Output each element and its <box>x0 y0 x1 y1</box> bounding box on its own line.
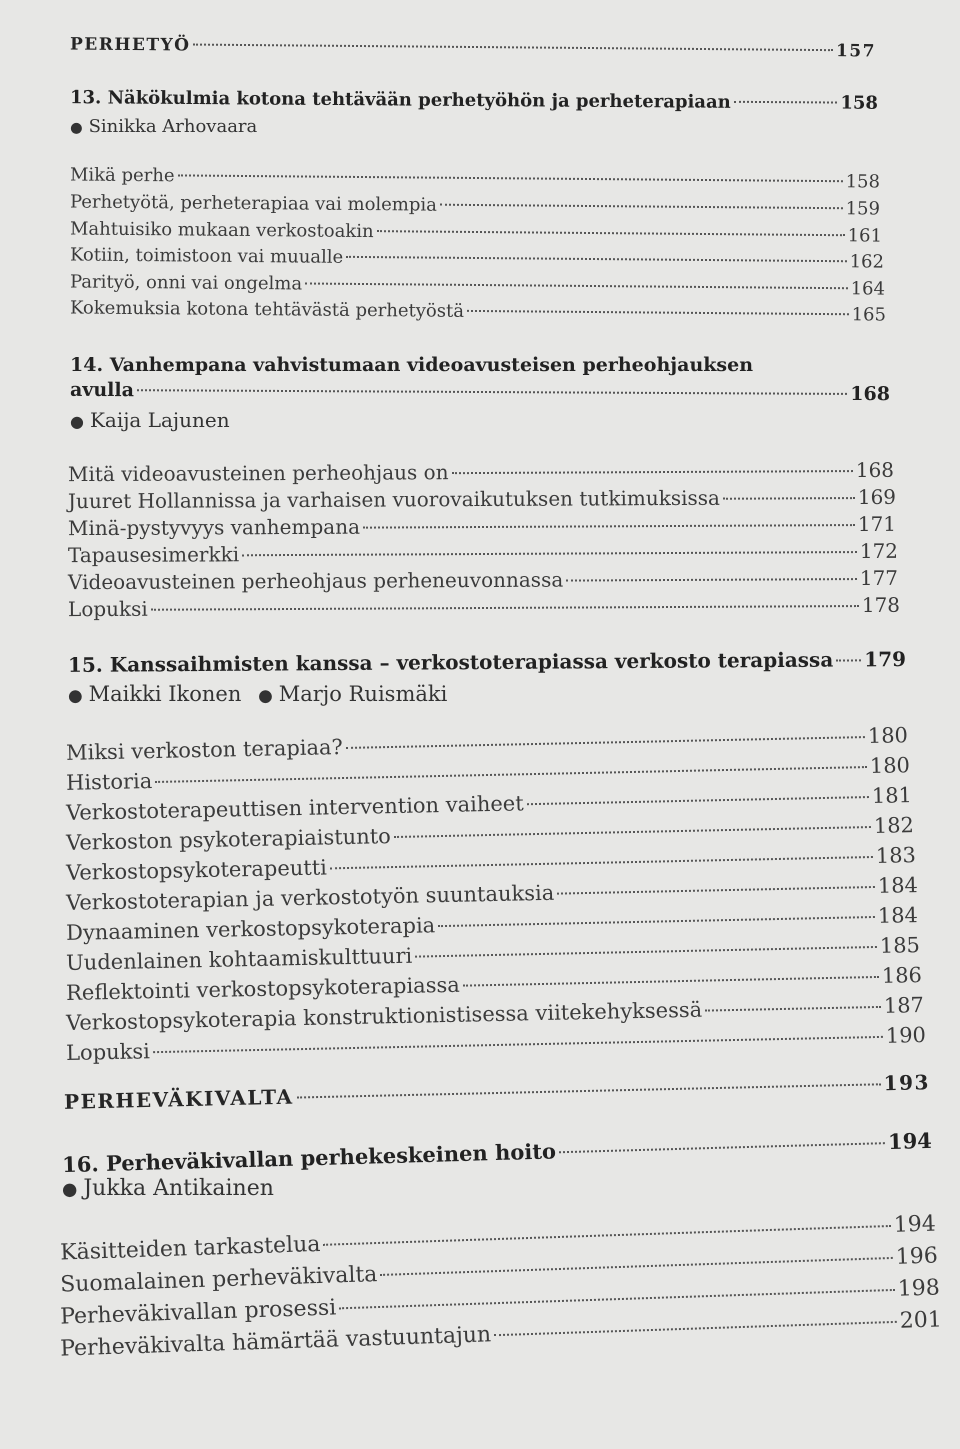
dot-leader <box>394 826 871 838</box>
section-title: Kotiin, toimistoon vai muualle <box>69 244 344 268</box>
bullet-icon: ● <box>68 685 83 705</box>
page-number: 198 <box>897 1275 941 1302</box>
chapter-14-authors <box>70 408 230 432</box>
chapter-14-title-line1 <box>70 354 753 376</box>
dot-leader <box>323 1225 890 1246</box>
bullet-icon: ● <box>70 120 83 136</box>
section-entry <box>70 218 882 246</box>
bullet-icon: ● <box>62 1180 78 1200</box>
page-number: 168 <box>855 457 895 483</box>
section-entry <box>68 539 898 567</box>
dot-leader <box>705 1006 881 1012</box>
page-number: 185 <box>879 933 921 958</box>
section-entry <box>68 485 896 513</box>
page-number: 184 <box>877 873 919 898</box>
section-entry <box>68 512 896 540</box>
page-number: 190 <box>885 1022 927 1048</box>
page-number: 165 <box>851 304 887 326</box>
dot-leader <box>566 578 857 582</box>
section-entry <box>70 297 886 325</box>
dot-leader <box>836 659 861 661</box>
dot-leader <box>153 1036 883 1053</box>
page-number: 172 <box>859 538 899 564</box>
page-number: 186 <box>881 963 923 988</box>
bullet-icon: ● <box>70 412 84 431</box>
section-title: Minä-pystyvyys vanhempana <box>67 514 361 541</box>
page-number: 168 <box>850 382 891 406</box>
page-number: 171 <box>857 511 897 537</box>
section-title: Verkostopsykoterapia konstruktionistisessa viitekehyksessä <box>65 997 703 1035</box>
author-name: Marjo Ruismäki <box>278 682 448 706</box>
section-title: Juuret Hollannissa ja varhaisen vuorovaikutuksen tutkimuksissa <box>67 485 720 514</box>
chapter-title-text: Kanssaihmisten kanssa – verkostoterapiassa verkosto terapiassa <box>109 647 834 677</box>
dot-leader <box>438 916 875 927</box>
dot-leader <box>137 389 847 395</box>
section-title: Mitä videoavusteinen perheohjaus on <box>67 460 449 487</box>
dot-leader <box>193 44 833 52</box>
page-number: 180 <box>867 723 909 749</box>
chapter-title-line2: avulla <box>69 378 134 402</box>
page-number: 181 <box>871 783 913 808</box>
section-entry <box>70 164 880 192</box>
section-title: Videoavusteinen perheohjaus perheneuvonnassa <box>67 567 564 595</box>
section-title: Käsitteiden tarkastelua <box>59 1231 321 1266</box>
page-number: 177 <box>859 565 899 591</box>
section-title: Verkostoterapeuttisen intervention vaiheet <box>65 791 524 825</box>
page-number: 201 <box>899 1307 943 1334</box>
chapter-number: 13. <box>69 87 102 109</box>
section-title: Kokemuksia kotona tehtävästä perhetyöstä <box>69 297 465 322</box>
section-entry <box>68 566 898 594</box>
chapter-13-heading <box>70 87 878 114</box>
part-title: PERHEVÄKIVALTA <box>63 1084 294 1114</box>
dot-leader <box>339 1289 895 1309</box>
chapter-title-text: Vanhempana vahvistumaan videoavusteisen perheohjauksen <box>109 354 754 376</box>
section-entry <box>70 271 885 299</box>
dot-leader <box>723 497 855 500</box>
section-title: Perheväkivallan prosessi <box>59 1295 337 1330</box>
bullet-icon: ● <box>258 685 273 705</box>
chapter-number: 15. <box>67 652 103 677</box>
section-title: Verkostoterapian ja verkostotyön suuntauksia <box>65 880 555 915</box>
author-name: Kaija Lajunen <box>89 408 230 432</box>
dot-leader <box>346 256 846 262</box>
page-number: 193 <box>883 1070 931 1096</box>
page-number: 158 <box>845 171 881 193</box>
page-number: 157 <box>835 41 877 62</box>
chapter-13-authors <box>70 116 257 137</box>
chapter-15-authors <box>68 682 447 706</box>
dot-leader <box>380 1257 893 1276</box>
dot-leader <box>305 282 848 289</box>
section-entry <box>70 191 880 219</box>
dot-leader <box>346 736 865 749</box>
part-heading-perhevakivalta <box>64 1070 930 1114</box>
section-title: Dynaaminen verkostopsykoterapia <box>65 913 436 945</box>
chapter-15-heading <box>68 647 906 677</box>
dot-leader <box>363 524 855 529</box>
page-number: 162 <box>849 251 885 273</box>
dot-leader <box>415 946 877 958</box>
section-title: Lopuksi <box>65 1039 151 1066</box>
section-entry <box>68 458 894 486</box>
dot-leader <box>463 976 879 987</box>
section-title: Verkoston psykoterapiaistunto <box>65 824 392 855</box>
dot-leader <box>440 204 843 210</box>
dot-leader <box>452 470 853 474</box>
author-name: Jukka Antikainen <box>83 1176 274 1201</box>
dot-leader <box>178 174 843 182</box>
page-number: 164 <box>850 278 886 300</box>
section-entry <box>70 244 884 272</box>
page-number: 184 <box>877 903 919 928</box>
chapter-title <box>68 648 833 677</box>
part-heading-perhetyo <box>70 34 876 61</box>
page-number: 178 <box>861 592 901 618</box>
section-title: Mikä perhe <box>69 164 175 187</box>
page-number: 183 <box>875 843 917 868</box>
section-title: Verkostopsykoterapeutti <box>65 855 328 885</box>
dot-leader <box>527 796 869 805</box>
dot-leader <box>377 230 845 236</box>
chapter-16-authors <box>62 1176 274 1201</box>
chapter-16-heading <box>62 1128 932 1177</box>
chapter-title-text: Näkökulmia kotona tehtävään perhetyöhön ja perheterapiaan <box>107 87 731 113</box>
dot-leader <box>467 310 849 315</box>
dot-leader <box>151 605 859 611</box>
chapter-title <box>62 1138 556 1177</box>
chapter-14-heading <box>70 379 890 405</box>
page-number: 194 <box>887 1127 933 1155</box>
part-title: PERHETYÖ <box>69 34 191 56</box>
page-number: 196 <box>895 1243 939 1270</box>
section-entry <box>68 593 900 621</box>
section-title: Historia <box>65 769 153 795</box>
dot-leader <box>297 1083 881 1098</box>
page-number: 169 <box>857 484 897 510</box>
page-number: 187 <box>883 993 925 1018</box>
section-title: Parityö, onni vai ongelma <box>69 271 303 295</box>
page-number: 161 <box>847 225 883 247</box>
dot-leader <box>330 856 873 869</box>
section-title: Mahtuisiko mukaan verkostoakin <box>69 218 374 243</box>
page-number: 179 <box>864 647 907 672</box>
dot-leader <box>242 551 857 556</box>
section-title: Uudenlainen kohtaamiskulttuuri <box>65 943 413 975</box>
section-title: Suomalainen perheväkivalta <box>59 1262 378 1298</box>
dot-leader <box>494 1321 897 1336</box>
chapter-number: 16. <box>61 1151 100 1178</box>
section-title: Reflektointi verkostopsykoterapiassa <box>65 972 461 1005</box>
chapter-title <box>70 87 731 113</box>
page-number: 159 <box>845 198 881 220</box>
section-title: Perhetyötä, perheterapiaa vai molempia <box>69 191 438 216</box>
section-title: Tapausesimerkki <box>67 542 240 568</box>
page-number: 194 <box>893 1211 937 1238</box>
section-title: Perheväkivalta hämärtää vastuuntajun <box>59 1322 492 1362</box>
dot-leader <box>559 1142 885 1153</box>
author-name: Sinikka Arhovaara <box>88 116 258 137</box>
section-title: Lopuksi <box>67 596 148 622</box>
page-number: 180 <box>869 753 911 778</box>
page-number: 158 <box>840 92 879 114</box>
dot-leader <box>557 886 875 895</box>
chapter-title-text: Perheväkivallan perhekeskeinen hoito <box>105 1138 557 1176</box>
section-title: Miksi verkoston terapiaa? <box>65 735 344 765</box>
dot-leader <box>155 766 867 783</box>
chapter-number: 14. <box>70 354 104 376</box>
dot-leader <box>734 101 838 104</box>
author-name: Maikki Ikonen <box>88 682 242 706</box>
page-number: 182 <box>873 813 915 838</box>
